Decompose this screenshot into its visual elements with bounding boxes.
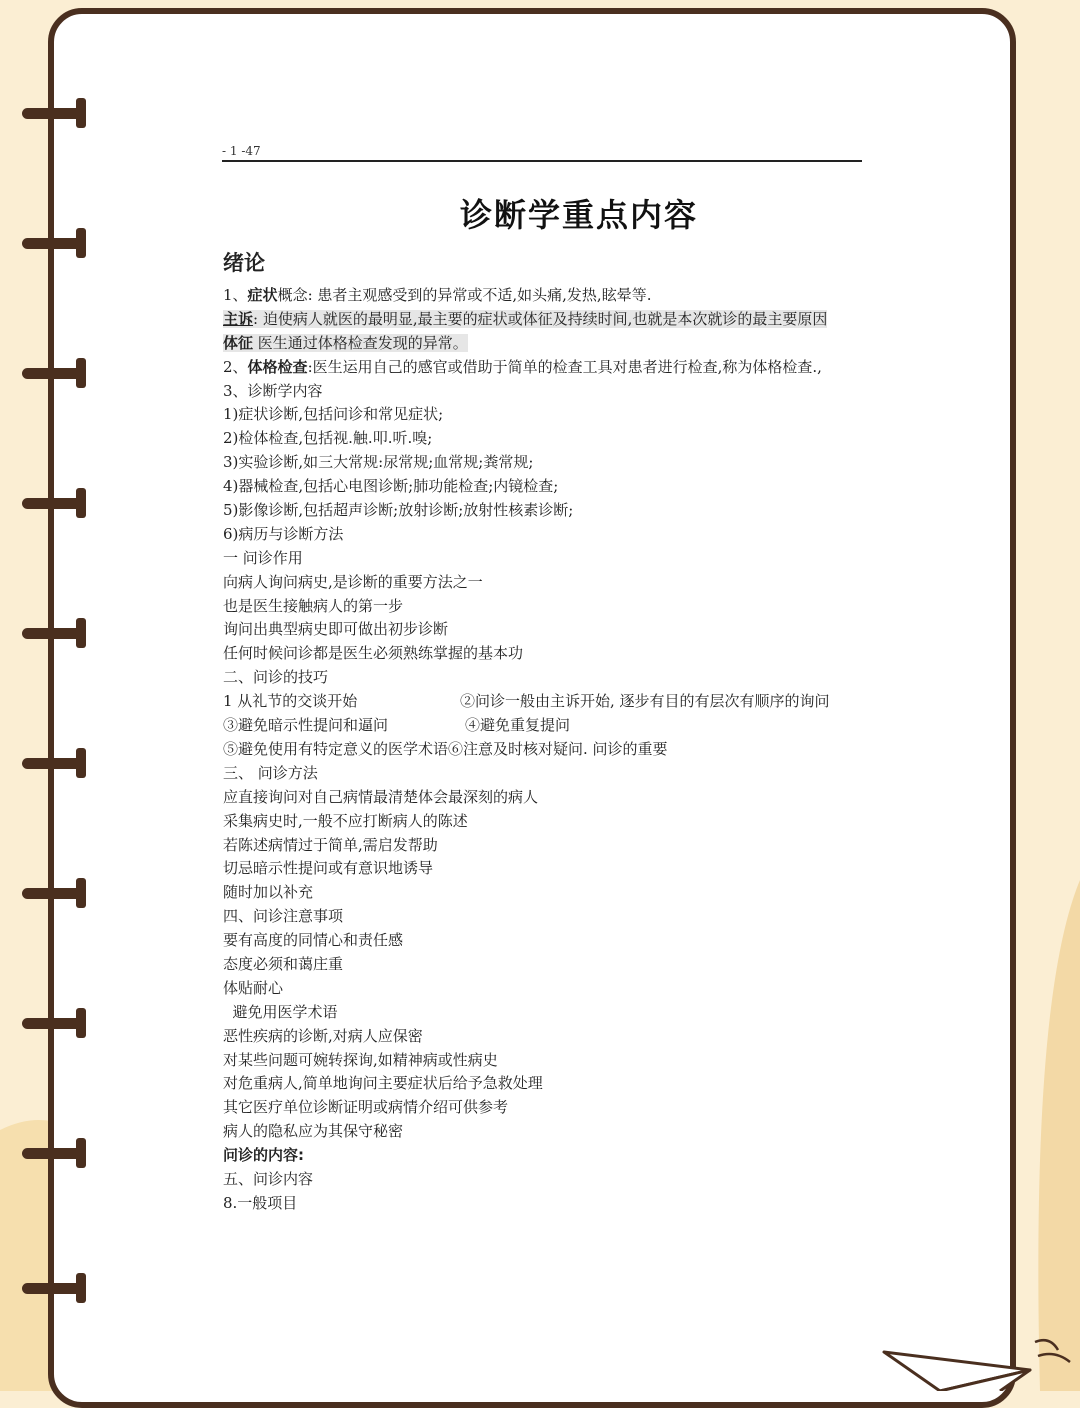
text-line: 一 问诊作用 (223, 548, 303, 567)
text-line: 恶性疾病的诊断,对病人应保密 (223, 1026, 423, 1045)
binder-ring (22, 748, 88, 778)
text-line: 4)器械检查,包括心电图诊断;肺功能检查;内镜检查; (223, 477, 559, 496)
text-line: 随时加以补充 (223, 883, 314, 902)
text-line: 其它医疗单位诊断证明或病情介绍可供参考 (223, 1098, 509, 1117)
text-line: 1、症状概念: 患者主观感受到的异常或不适,如头痛,发热,眩晕等. (223, 286, 652, 304)
binder-ring (22, 618, 88, 648)
binder-ring (22, 1138, 88, 1168)
text-line: 采集病史时,一般不应打断病人的陈述 (223, 811, 468, 830)
text-line: 2)检体检查,包括视.触.叩.听.嗅; (223, 429, 433, 448)
text-line-highlighted: 体征 医生通过体格检查发现的异常。 (223, 333, 468, 352)
section-title: 绪论 (223, 251, 265, 275)
text-line: 三、 问诊方法 (223, 763, 318, 782)
text-line: ⑤避免使用有特定意义的医学术语⑥注意及时核对疑问. 问诊的重要 (223, 739, 668, 758)
page-number: - 1 -47 (222, 144, 261, 158)
text-line: 病人的隐私应为其保守秘密 (223, 1122, 404, 1141)
text-line: 询问出典型病史即可做出初步诊断 (223, 620, 449, 639)
binder-ring (22, 488, 88, 518)
text-line: 二、问诊的技巧 (223, 668, 329, 687)
document-title: 诊断学重点内容 (460, 196, 699, 234)
document-body (223, 284, 868, 1216)
binder-ring (22, 1273, 88, 1303)
binder-ring (22, 878, 88, 908)
text-line: 5)影像诊断,包括超声诊断;放射诊断;放射性核素诊断; (223, 501, 574, 520)
binder-ring (22, 98, 88, 128)
binder-ring (22, 228, 88, 258)
text-line: 对危重病人,简单地询问主要症状后给予急救处理 (223, 1074, 543, 1093)
text-line: 要有高度的同情心和责任感 (223, 931, 404, 950)
paper-plane-icon (880, 1330, 1080, 1391)
text-line: 对某些问题可婉转探询,如精神病或性病史 (223, 1050, 498, 1069)
binder-ring (22, 358, 88, 388)
text-line: 任何时候问诊都是医生必须熟练掌握的基本功 (223, 644, 524, 663)
text-line: 五、问诊内容 (223, 1169, 314, 1188)
text-line: 向病人询问病史,是诊断的重要方法之一 (223, 572, 483, 591)
text-line: 切忌暗示性提问或有意识地诱导 (223, 859, 434, 878)
text-line: 避免用医学术语 (223, 1002, 338, 1021)
text-line: 若陈述病情过于简单,需启发帮助 (223, 835, 438, 854)
text-line: 2、体格检查:医生运用自己的感官或借助于简单的检查工具对患者进行检查,称为体格检查., (223, 357, 822, 376)
text-line: 8.一般项目 (223, 1193, 298, 1212)
text-line-highlighted: 主诉: 迫使病人就医的最明显,最主要的症状或体征及持续时间,也就是本次就诊的最主要原因 (223, 309, 828, 328)
text-line: 1)症状诊断,包括问诊和常见症状; (223, 405, 444, 424)
header-rule (222, 160, 862, 162)
binder-ring (22, 1008, 88, 1038)
text-line: 体贴耐心 (223, 978, 284, 997)
text-line-bold: 问诊的内容: (223, 1146, 304, 1165)
text-line: 也是医生接触病人的第一步 (223, 596, 404, 615)
text-line: 应直接询问对自己病情最清楚体会最深刻的病人 (223, 787, 539, 806)
text-line: 3、诊断学内容 (223, 381, 323, 400)
text-line: 3)实验诊断,如三大常规:尿常规;血常规;粪常规; (223, 453, 534, 472)
text-line: 6)病历与诊断方法 (223, 524, 344, 543)
text-line: 四、问诊注意事项 (223, 907, 344, 926)
text-line: 态度必须和蔼庄重 (223, 954, 344, 973)
text-line: ③避免暗示性提问和逼问 ④避免重复提问 (223, 716, 571, 735)
text-line: 1 从礼节的交谈开始 ②问诊一般由主诉开始, 逐步有目的有层次有顺序的询问 (223, 692, 830, 711)
